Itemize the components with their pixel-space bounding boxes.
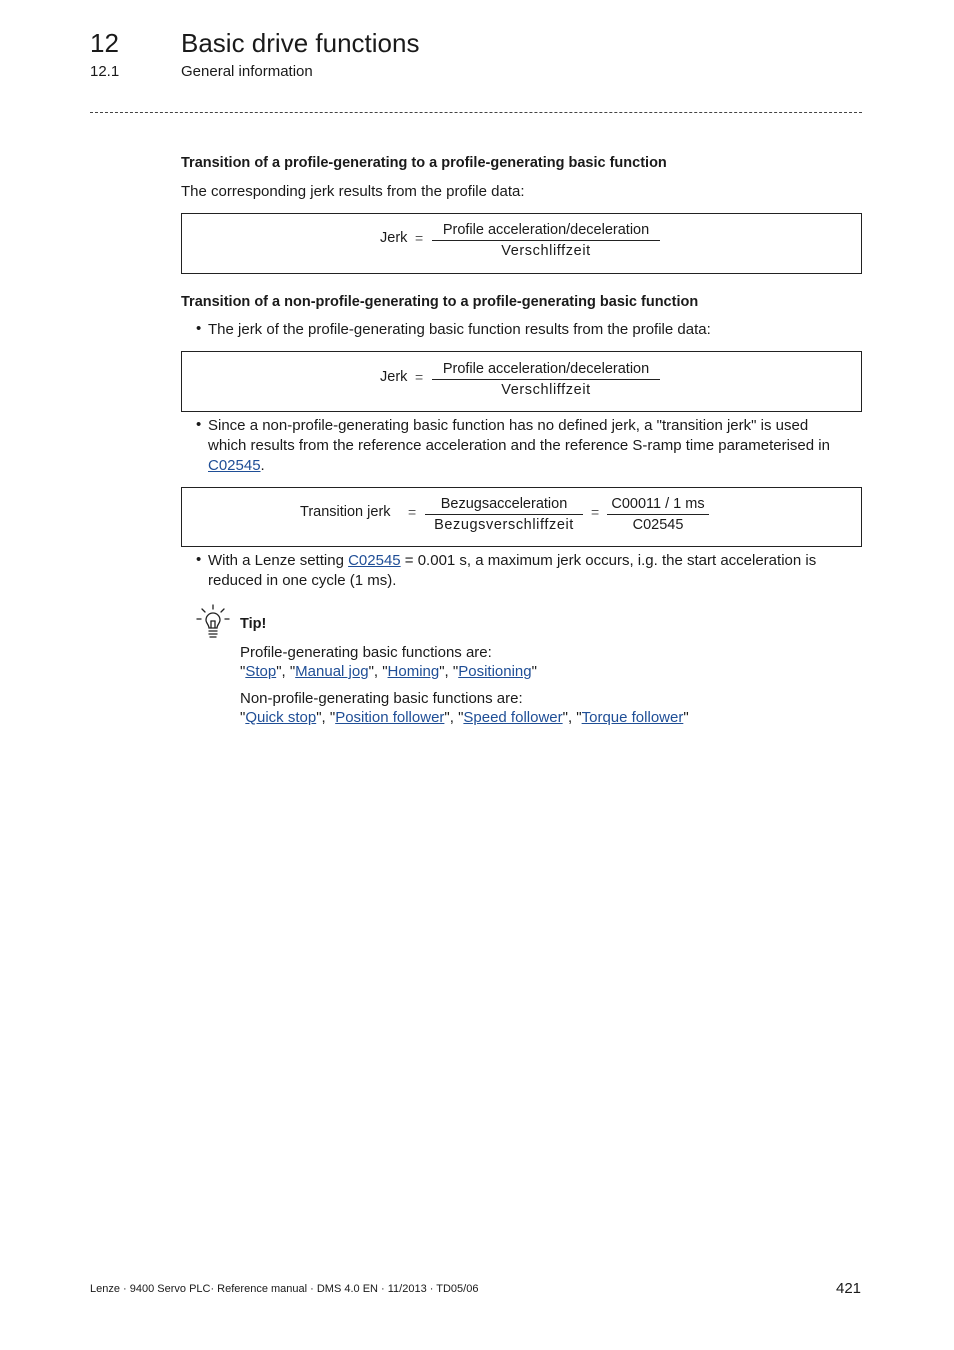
formula-equals: =	[415, 369, 424, 385]
bullet-marker: •	[196, 416, 202, 433]
footer-document-info: Lenze · 9400 Servo PLC· Reference manual · DMS 4.0 EN · 11/2013 · TD05/06	[90, 1283, 479, 1295]
formula-lhs: Jerk	[380, 369, 408, 385]
link-manual-jog[interactable]: Manual jog	[295, 663, 369, 680]
formula-box-jerk-2	[181, 351, 862, 412]
section-number: 12.1	[90, 63, 120, 80]
formula-denominator: Verschliffzeit	[501, 382, 591, 398]
bullet-transition-jerk	[208, 416, 868, 476]
formula-numerator: Profile acceleration/deceleration	[432, 360, 660, 380]
link-stop[interactable]: Stop	[245, 663, 277, 680]
formula-lhs: Transition jerk	[300, 504, 391, 520]
formula-numerator: Bezugsacceleration	[425, 495, 583, 515]
bullet-line: which results from the reference acceleration and the reference S-ramp time parameterised in	[208, 437, 830, 454]
tip-nonprofile-intro: Non-profile-generating basic functions are:	[240, 690, 523, 707]
chapter-number: 12	[90, 28, 119, 58]
bullet-line	[208, 551, 868, 571]
bullet-jerk-profile: The jerk of the profile-generating basic function results from the profile data:	[208, 321, 711, 338]
formula-fraction	[432, 221, 660, 260]
formula-numerator: Profile acceleration/deceleration	[432, 221, 660, 241]
page-number: 421	[836, 1280, 862, 1297]
bullet-line	[208, 456, 868, 476]
text-run: With a Lenze setting	[208, 552, 349, 569]
bullet-marker: •	[196, 551, 202, 568]
formula-fraction	[432, 360, 660, 399]
formula-fraction-reference	[425, 495, 583, 534]
formula-denominator: Bezugsverschliffzeit	[434, 517, 574, 533]
formula-equals: =	[408, 504, 417, 520]
punctuation: .	[260, 457, 265, 474]
formula-equals: =	[591, 504, 600, 520]
bullet-line: Since a non-profile-generating basic function has no defined jerk, a "transition jerk" is used	[208, 417, 809, 434]
formula-equals: =	[415, 230, 424, 246]
tip-profile-links: "Stop", "Manual jog", "Homing", "Positioning"	[240, 663, 537, 680]
link-torque-follower[interactable]: Torque follower	[581, 709, 684, 726]
formula-box-jerk-1	[181, 213, 862, 274]
header-divider	[90, 112, 862, 113]
bullet-marker: •	[196, 320, 202, 337]
tip-label: Tip!	[240, 616, 267, 632]
link-speed-follower[interactable]: Speed follower	[463, 709, 563, 726]
formula-numerator: C00011 / 1 ms	[607, 495, 709, 515]
formula-lhs: Jerk	[380, 230, 408, 246]
link-c02545[interactable]: C02545	[348, 552, 401, 569]
intro-text: The corresponding jerk results from the profile data:	[181, 183, 525, 200]
tip-profile-intro: Profile-generating basic functions are:	[240, 644, 492, 661]
link-position-follower[interactable]: Position follower	[335, 709, 445, 726]
formula-fraction-codes	[607, 495, 709, 534]
link-c02545[interactable]: C02545	[208, 457, 261, 474]
heading-nonprofile-to-profile: Transition of a non-profile-generating to a profile-generating basic function	[181, 294, 699, 310]
heading-profile-to-profile: Transition of a profile-generating to a profile-generating basic function	[181, 155, 667, 171]
formula-box-transition-jerk	[181, 487, 862, 547]
link-quick-stop[interactable]: Quick stop	[245, 709, 317, 726]
formula-denominator: C02545	[632, 517, 684, 533]
section-title: General information	[181, 63, 313, 80]
formula-denominator: Verschliffzeit	[501, 243, 591, 259]
chapter-title: Basic drive functions	[181, 28, 420, 58]
link-positioning[interactable]: Positioning	[458, 663, 532, 680]
bullet-lenze-setting	[208, 551, 868, 591]
text-run: = 0.001 s, a maximum jerk occurs, i.g. the start acceleration is	[400, 552, 817, 569]
bullet-line: reduced in one cycle (1 ms).	[208, 572, 397, 589]
tip-nonprofile-links: "Quick stop", "Position follower", "Speed follower", "Torque follower"	[240, 709, 689, 726]
lightbulb-icon	[196, 604, 230, 640]
link-homing[interactable]: Homing	[387, 663, 440, 680]
